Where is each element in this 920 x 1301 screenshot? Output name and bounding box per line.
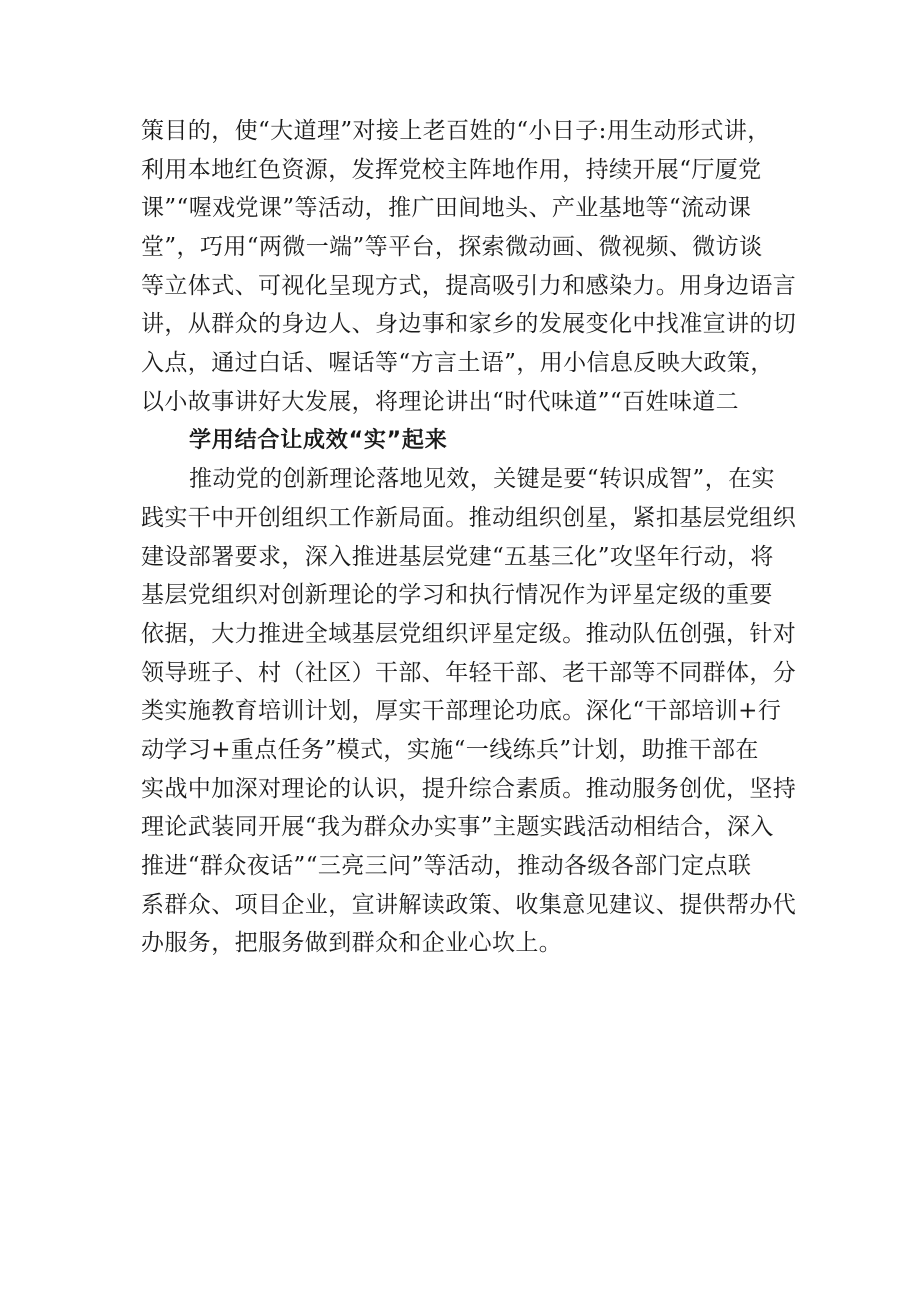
paragraph-line: 推进“群众夜话”“三亮三问”等活动，推动各级各部门定点联 <box>141 853 752 880</box>
paragraph-line: 利用本地红色资源，发挥党校主阵地作用，持续开展“厅厦党 <box>141 156 762 183</box>
paragraph-line: 动学习+重点任务”模式，实施“一线练兵”计划，助推干部在 <box>141 737 759 763</box>
paragraph-line: 践实干中开创组织工作新局面。推动组织创星，紧扣基层党组织 <box>141 504 797 531</box>
paragraph-line: 实战中加深对理论的认识，提升综合素质。推动服务创优，坚持 <box>141 775 797 802</box>
paragraph-line: 基层党组织对创新理论的学习和执行情况作为评星定级的重要 <box>141 582 773 609</box>
paragraph-line: 类实施教育培训计划，厚实干部理论功底。深化“干部培训+行 <box>141 698 782 725</box>
paragraph-line: 理论武装同开展“我为群众办实事”主题实践活动相结合，深入 <box>141 814 774 841</box>
paragraph-line: 依据，大力推进全域基层党组织评星定级。推动队伍创强，针对 <box>141 620 797 647</box>
paragraph-1 <box>141 112 801 422</box>
paragraph-line: 办服务，把服务做到群众和企业心坎上。 <box>141 930 563 957</box>
paragraph-line: 推动党的创新理论落地见效，关键是要“转识成智”，在实 <box>189 466 775 493</box>
paragraph-line: 策目的，使“大道理”对接上老百姓的“小日子:用生动形式讲， <box>141 118 771 144</box>
paragraph-line: 入点，通过白话、喔话等“方言土语”，用小信息反映大政策， <box>141 350 774 377</box>
paragraph-line: 等立体式、可视化呈现方式，提高吸引力和感染力。用身边语言 <box>141 272 797 299</box>
section-heading: 学用结合让成效“实”起来 <box>189 427 448 453</box>
paragraph-line: 领导班子、村（社区）干部、年轻干部、老干部等不同群体，分 <box>141 659 797 686</box>
paragraph-line: 讲，从群众的身边人、身边事和家乡的发展变化中找准宣讲的切 <box>141 311 797 338</box>
paragraph-line: 系群众、项目企业，宣讲解读政策、收集意见建议、提供帮办代 <box>141 891 797 918</box>
paragraph-line: 以小故事讲好大发展，将理论讲出“时代味道”“百姓味道二 <box>141 388 740 415</box>
document-body <box>141 112 801 963</box>
paragraph-line: 课”“喔戏党课”等活动，推广田间地头、产业基地等“流动课 <box>141 195 752 222</box>
paragraph-line: 建设部署要求，深入推进基层党建“五基三化”攻坚年行动，将 <box>141 543 774 570</box>
paragraph-line: 堂”，巧用“两微一端”等平台，探索微动画、微视频、微访谈 <box>141 234 763 261</box>
paragraph-2 <box>141 460 801 963</box>
